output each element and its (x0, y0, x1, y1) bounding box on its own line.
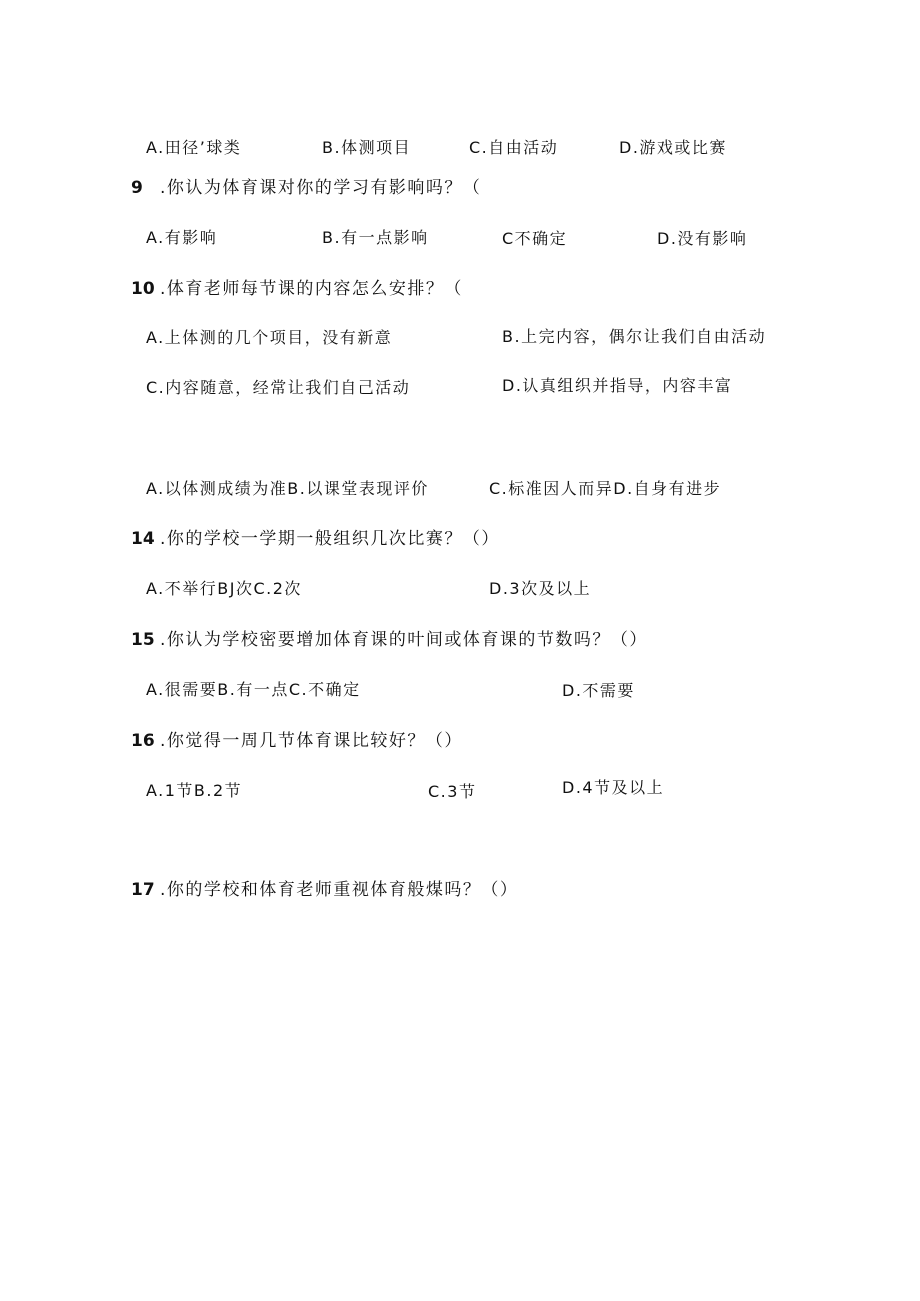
q10-option-a: A.上体测的几个项目，没有新意 (146, 328, 393, 347)
q13-options-cd: C.标准因人而异D.自身有进步 (489, 479, 722, 498)
q16-option-d: D.4节及以上 (562, 778, 665, 797)
q8-option-c: C.自由活动 (469, 138, 559, 157)
q16-option-c: C.3节 (428, 782, 477, 801)
q15-text: .你认为学校密要增加体育课的叶间或体育课的节数吗？（） (160, 630, 648, 650)
q14-options-abc: A.不举行BJ次C.2次 (146, 579, 302, 598)
q9-text: .你认为体育课对你的学习有影响吗？（ (160, 178, 482, 198)
q9-option-c: C不确定 (502, 229, 568, 248)
q9-number: 9 (131, 178, 143, 198)
q14-text: .你的学校一学期一般组织几次比赛？（） (160, 529, 500, 549)
q10-option-b: B.上完内容，偶尔让我们自由活动 (502, 327, 767, 346)
q10-text: .体育老师每节课的内容怎么安排？（ (160, 279, 463, 299)
q16-text: .你觉得一周几节体育课比较好？（） (160, 731, 463, 751)
q14-option-d: D.3次及以上 (489, 579, 592, 598)
q8-option-d: D.游戏或比赛 (619, 138, 727, 157)
q9-option-a: A.有影响 (146, 228, 218, 247)
q15-option-d: D.不需要 (562, 681, 635, 700)
q8-option-b: B.体测项目 (322, 138, 412, 157)
q14-number: 14 (131, 529, 155, 549)
q9-option-b: B.有一点影响 (322, 228, 429, 247)
q17-number: 17 (131, 880, 155, 900)
q10-number: 10 (131, 279, 155, 299)
q15-number: 15 (131, 630, 155, 650)
q8-option-a: A.田径’球类 (146, 138, 242, 157)
q10-option-c: C.内容随意，经常让我们自己活动 (146, 378, 411, 397)
q16-number: 16 (131, 731, 155, 751)
q16-options-ab: A.1节B.2节 (146, 781, 243, 800)
q13-options-ab: A.以体测成绩为准B.以课堂表现评价 (146, 479, 429, 498)
q9-option-d: D.没有影响 (657, 229, 748, 248)
q15-options-abc: A.很需要B.有一点C.不确定 (146, 680, 361, 699)
q17-text: .你的学校和体育老师重视体育般煤吗？（） (160, 880, 519, 900)
q10-option-d: D.认真组织并指导，内容丰富 (502, 376, 733, 395)
